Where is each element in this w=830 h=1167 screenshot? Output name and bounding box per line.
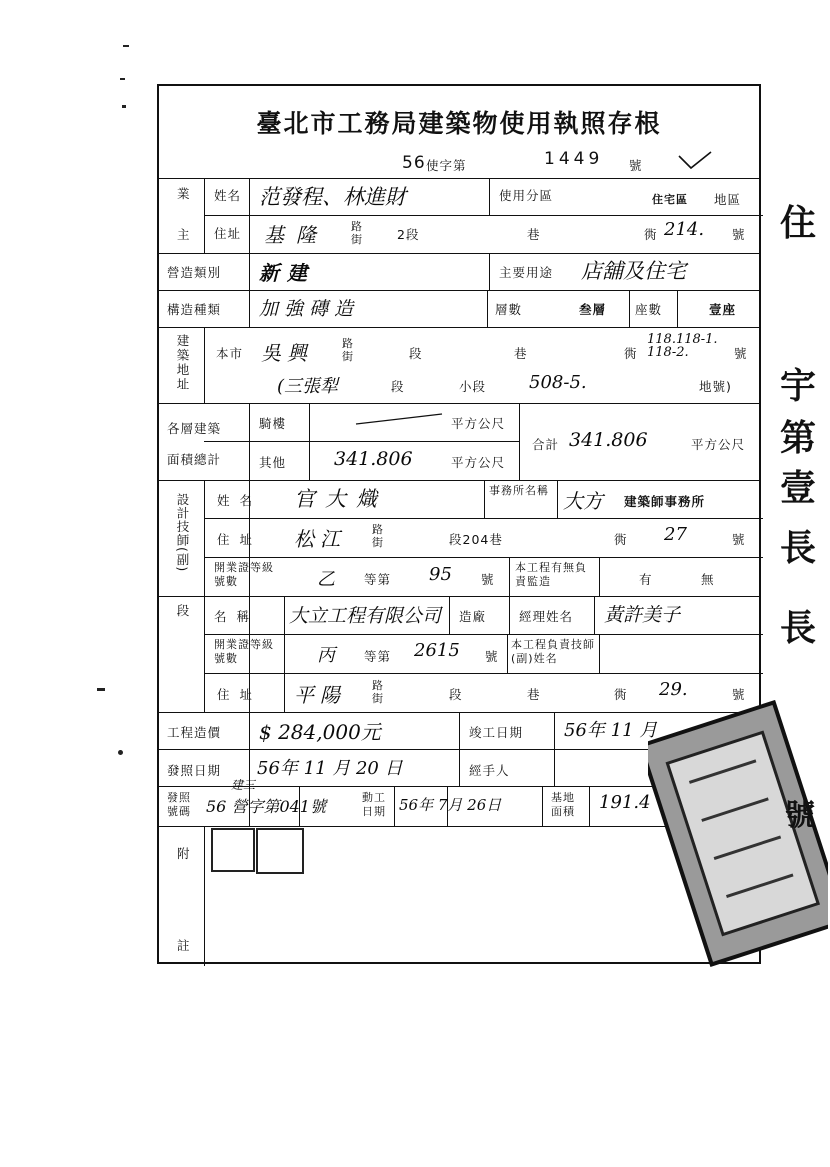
designer-license-no: 95 <box>429 564 452 585</box>
structure-label: 構造種類 <box>167 302 222 317</box>
total-label: 合計 <box>532 437 560 452</box>
count-value: 壹座 <box>709 302 737 317</box>
manager-label: 經理姓名 <box>519 609 574 624</box>
office-label: 事務所名稱 <box>489 484 549 497</box>
permit-year: 56 <box>402 153 426 173</box>
designer-road-label: 路 <box>372 523 384 536</box>
location-section-label: 段 <box>409 346 423 361</box>
cost-label: 工程造價 <box>167 725 222 740</box>
zone-value: 住宅區 <box>652 193 688 206</box>
side-char-2: 宇 <box>780 365 817 407</box>
issue-date-label: 發照日期 <box>167 763 222 778</box>
lot-label: 地號) <box>699 379 732 394</box>
check-mark-icon <box>677 150 713 172</box>
start-date-value: 56年 7月 26日 <box>399 796 502 814</box>
contractor-house-label: 號 <box>732 687 746 702</box>
location-road-label: 路 <box>342 337 354 350</box>
designer-license-grade: 乙 <box>317 569 335 590</box>
contractor-name-value: 大立工程有限公司 <box>289 605 442 627</box>
owner-label-1: 業 <box>177 186 191 201</box>
side-char-7: 號 <box>785 798 815 833</box>
designer-address-value: 松江 <box>294 527 346 551</box>
location-street-label: 街 <box>342 350 354 363</box>
owner-street-label: 街 <box>351 233 363 246</box>
main-use-label: 主要用途 <box>499 265 554 280</box>
location-lane-label: 巷 <box>514 346 528 361</box>
area-label-1: 各層建築 <box>167 421 222 436</box>
floors-value: 叁層 <box>579 302 607 317</box>
designer-street-label: 街 <box>372 536 384 549</box>
location-lane-street: 衖 <box>624 346 638 361</box>
other-value: 341.806 <box>334 448 413 470</box>
location-road-value: 吳興 <box>261 341 313 365</box>
speck <box>118 750 123 755</box>
arcade-label: 騎樓 <box>259 416 287 431</box>
notes-label-2: 註 <box>177 938 191 953</box>
designer-address-label: 住址 <box>217 532 263 547</box>
supervise-yes: 有 <box>639 572 653 587</box>
cost-value: $ 284,000元 <box>259 720 381 744</box>
owner-house-no: 214. <box>664 219 705 240</box>
notes-label-1: 附 <box>177 846 191 861</box>
completion-value: 56年 11 月 <box>564 720 658 741</box>
contractor-address-label: 住址 <box>217 687 263 702</box>
completion-label: 竣工日期 <box>469 725 524 740</box>
contractor-address-value: 平陽 <box>294 683 346 707</box>
designer-name-label: 姓名 <box>217 493 263 508</box>
supervise-label: 本工程有無負責監造 <box>515 561 587 588</box>
floors-label: 層數 <box>495 302 523 317</box>
location-number-label: 號 <box>734 346 748 361</box>
contractor-license-no: 2615 <box>414 640 460 661</box>
speck <box>120 78 125 80</box>
manager-value: 黃許美子 <box>604 604 681 626</box>
contractor-name-label: 名稱 <box>214 609 260 624</box>
other-unit: 平方公尺 <box>451 455 506 470</box>
designer-section-value: 段204巷 <box>449 532 503 547</box>
land-area-label: 基地面積 <box>551 791 575 818</box>
owner-lane-label: 巷 <box>527 227 541 242</box>
contractor-house-no: 29. <box>659 679 688 700</box>
speck <box>97 688 105 691</box>
owner-name-label: 姓名 <box>214 188 242 203</box>
contractor-license-label: 開業證等級號數 <box>214 638 274 665</box>
contractor-license-suffix: 號 <box>485 649 499 664</box>
seal-stamp-large <box>648 700 828 970</box>
permit-suffix: 號 <box>629 158 643 173</box>
permit-prefix: 使字第 <box>426 158 467 173</box>
location-number-value: 118.118-1. 118-2. <box>647 332 718 360</box>
office-suffix: 建築師事務所 <box>624 494 706 509</box>
arcade-unit: 平方公尺 <box>451 416 506 431</box>
designer-license-suffix: 號 <box>481 572 495 587</box>
zone-suffix: 地區 <box>714 192 742 207</box>
location-label: 建築地址 <box>175 334 190 392</box>
start-date-label: 動工日期 <box>362 791 386 818</box>
form-title: 臺北市工務局建築物使用執照存根 <box>256 109 662 138</box>
lot-value: 508-5. <box>529 372 587 393</box>
side-char-3: 第 <box>780 417 817 459</box>
owner-address-label: 住址 <box>214 226 242 241</box>
side-char-5: 長 <box>780 527 817 569</box>
main-use-value: 店舖及住宅 <box>581 259 686 283</box>
location-city: 本市 <box>216 346 244 361</box>
permit-no-value: 56 營字第041號 <box>206 797 326 816</box>
owner-label-2: 主 <box>177 227 191 242</box>
owner-lane-street: 衖 <box>644 227 658 242</box>
land-section-value: (三張犁 <box>277 376 339 397</box>
contractor-lane-label: 巷 <box>527 687 541 702</box>
other-label: 其他 <box>259 455 287 470</box>
permit-annot: 建三 <box>231 778 256 792</box>
side-char-1: 住 <box>780 202 817 244</box>
owner-address-value: 基隆 <box>264 223 328 247</box>
designer-license-label: 開業證等級號數 <box>214 561 274 588</box>
issue-date-value: 56年 11 月 20 日 <box>257 758 403 779</box>
total-unit: 平方公尺 <box>691 437 746 452</box>
owner-road-label: 路 <box>351 220 363 233</box>
permit-no-label: 發照號碼 <box>167 791 191 818</box>
owner-section: 2段 <box>397 227 420 242</box>
designer-house-label: 號 <box>732 532 746 547</box>
owner-name-value: 范發程、林進財 <box>259 185 406 209</box>
strike-line <box>354 410 444 430</box>
owner-house-label: 號 <box>732 227 746 242</box>
build-type-value: 新建 <box>259 261 315 285</box>
zone-label: 使用分區 <box>499 188 554 203</box>
area-label-2: 面積總計 <box>167 452 222 467</box>
contractor-license-text: 等第 <box>364 649 392 664</box>
designer-lane-street: 衖 <box>614 532 628 547</box>
supervise-no: 無 <box>701 572 715 587</box>
designer-house-no: 27 <box>664 524 687 545</box>
side-char-6: 長 <box>780 607 817 649</box>
contractor-section-label: 段 <box>175 604 190 625</box>
subsection-label: 小段 <box>459 379 487 394</box>
contractor-road-label: 路 <box>372 679 384 692</box>
contractor-name-suffix: 造廠 <box>459 609 487 624</box>
permit-number: 1449 <box>544 149 604 169</box>
build-type-label: 營造類別 <box>167 265 222 280</box>
handler-label: 經手人 <box>469 763 510 778</box>
total-value: 341.806 <box>569 429 648 451</box>
seal-stamp-1 <box>211 828 255 872</box>
contractor-street-label: 街 <box>372 692 384 705</box>
seal-stamp-2 <box>256 828 304 874</box>
office-value: 大方 <box>563 489 603 513</box>
designer-name-value: 官大熾 <box>294 487 387 511</box>
side-char-4: 壹 <box>780 467 817 509</box>
designer-license-text: 等第 <box>364 572 392 587</box>
speck <box>123 45 129 47</box>
speck <box>122 105 126 108</box>
designer-section-label: 設計技師(副) <box>175 493 190 573</box>
tech-label: 本工程負責技師(副)姓名 <box>511 638 595 665</box>
contractor-section-label-2: 段 <box>449 687 463 702</box>
land-area-value: 191.4 <box>599 792 651 813</box>
land-section-label: 段 <box>391 379 405 394</box>
structure-value: 加強磚造 <box>259 298 360 320</box>
contractor-license-grade: 丙 <box>317 645 335 666</box>
contractor-lane-street: 衖 <box>614 687 628 702</box>
count-label: 座數 <box>635 302 663 317</box>
